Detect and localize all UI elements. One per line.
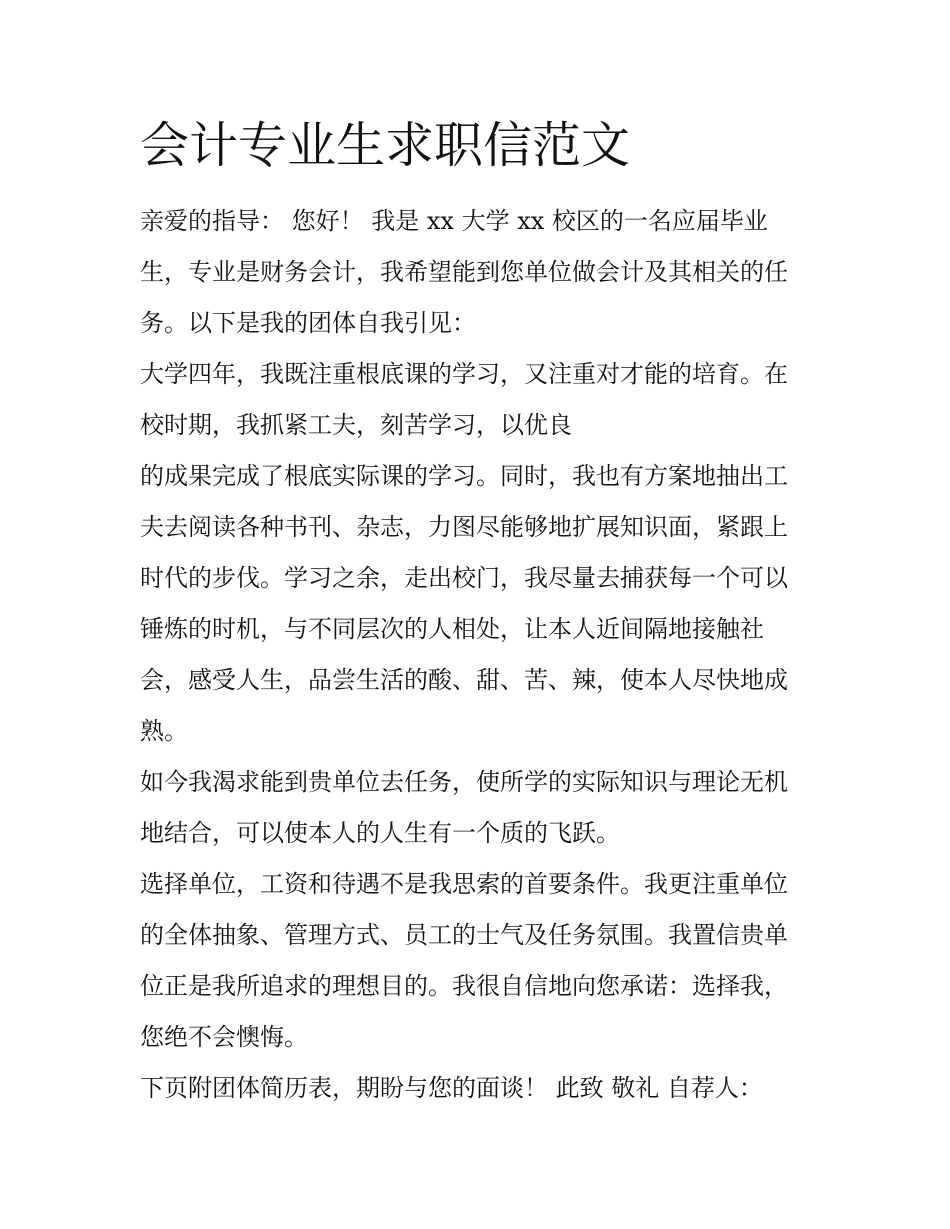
body-line: 如今我渴求能到贵单位去任务，使所学的实际知识与理论无机 <box>140 768 788 796</box>
body-line: 生，专业是财务会计，我希望能到您单位做会计及其相关的任 <box>140 258 788 286</box>
document-title: 会计专业生求职信范文 <box>140 117 631 174</box>
body-line: 熟。 <box>140 717 188 745</box>
body-line: 下页附团体简历表，期盼与您的面谈！ 此致 敬礼 自荐人： <box>140 1074 763 1102</box>
body-line: 时代的步伐。学习之余，走出校门，我尽量去捕获每一个可以 <box>140 564 788 592</box>
body-line: 选择单位，工资和待遇不是我思索的首要条件。我更注重单位 <box>140 870 788 898</box>
letter-body <box>140 196 820 1114</box>
body-line: 校时期，我抓紧工夫，刻苦学习，以优良 <box>140 411 572 439</box>
body-line: 的成果完成了根底实际课的学习。同时，我也有方案地抽出工 <box>140 462 788 490</box>
body-line: 锤炼的时机，与不同层次的人相处，让本人近间隔地接触社 <box>140 615 764 643</box>
body-line: 夫去阅读各种书刊、杂志，力图尽能够地扩展知识面，紧跟上 <box>140 513 788 541</box>
body-line: 的全体抽象、管理方式、员工的士气及任务氛围。我置信贵单 <box>140 921 788 949</box>
body-line: 大学四年，我既注重根底课的学习，又注重对才能的培育。在 <box>140 360 788 388</box>
body-line: 亲爱的指导： 您好！ 我是 xx 大学 xx 校区的一名应届毕业 <box>140 207 768 235</box>
body-line: 您绝不会懊悔。 <box>140 1023 308 1051</box>
body-line: 位正是我所追求的理想目的。我很自信地向您承诺：选择我， <box>140 972 788 1000</box>
body-line: 会，感受人生，品尝生活的酸、甜、苦、辣，使本人尽快地成 <box>140 666 788 694</box>
body-line: 务。以下是我的团体自我引见： <box>140 309 476 337</box>
body-line: 地结合，可以使本人的人生有一个质的飞跃。 <box>140 819 620 847</box>
